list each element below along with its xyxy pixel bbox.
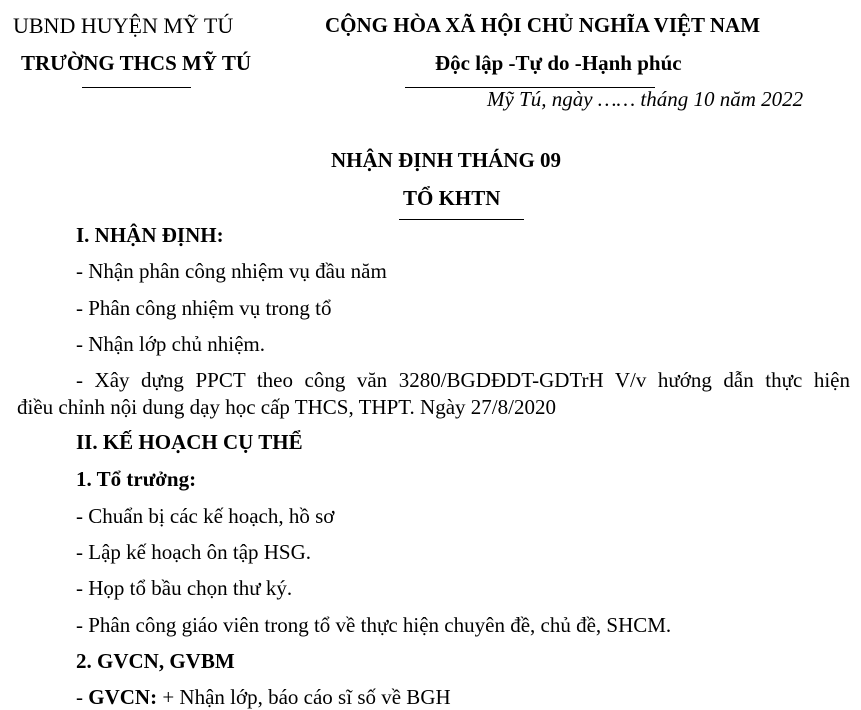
gvcn-line bbox=[76, 685, 451, 710]
list-item: - Họp tổ bầu chọn thư ký. bbox=[76, 576, 293, 600]
school-underline bbox=[82, 87, 191, 88]
document-title: NHẬN ĐỊNH THÁNG 09 bbox=[331, 148, 562, 172]
gvcn-label: GVCN: bbox=[88, 685, 158, 709]
gvcn-prefix: - bbox=[76, 685, 89, 709]
date-line: Mỹ Tú, ngày …… tháng 10 năm 2022 bbox=[487, 87, 804, 111]
subsection-1-heading: 1. Tổ trưởng: bbox=[76, 467, 197, 491]
list-item: - Nhận lớp chủ nhiệm. bbox=[76, 332, 265, 356]
section-2-heading: II. KẾ HOẠCH CỤ THỂ bbox=[76, 430, 303, 454]
list-item-continuation: điều chỉnh nội dung dạy học cấp THCS, THPT. Ngày 27/8/2020 bbox=[17, 395, 556, 419]
list-item: - Phân công nhiệm vụ trong tổ bbox=[76, 296, 332, 320]
country-motto: Độc lập -Tự do -Hạnh phúc bbox=[435, 51, 682, 75]
section-1-heading: I. NHẬN ĐỊNH: bbox=[76, 223, 224, 247]
list-item: - Phân công giáo viên trong tổ về thực hiện chuyên đề, chủ đề, SHCM. bbox=[76, 613, 672, 637]
school-name: TRƯỜNG THCS MỸ TÚ bbox=[21, 51, 252, 75]
group-name: TỔ KHTN bbox=[403, 186, 501, 210]
subsection-2-heading: 2. GVCN, GVBM bbox=[76, 649, 235, 673]
list-item: - Xây dựng PPCT theo công văn 3280/BGDĐDT-GDTrH V/v hướng dẫn thực hiện bbox=[76, 368, 850, 392]
list-item: - Lập kế hoạch ôn tập HSG. bbox=[76, 540, 312, 564]
district-name: UBND HUYỆN MỸ TÚ bbox=[13, 13, 234, 38]
title-underline bbox=[399, 219, 524, 220]
list-item: - Chuẩn bị các kế hoạch, hồ sơ bbox=[76, 504, 335, 528]
list-item: - Nhận phân công nhiệm vụ đầu năm bbox=[76, 259, 387, 283]
country-title: CỘNG HÒA XÃ HỘI CHỦ NGHĨA VIỆT NAM bbox=[325, 13, 761, 37]
gvcn-text: + Nhận lớp, báo cáo sĩ số về BGH bbox=[157, 685, 451, 709]
